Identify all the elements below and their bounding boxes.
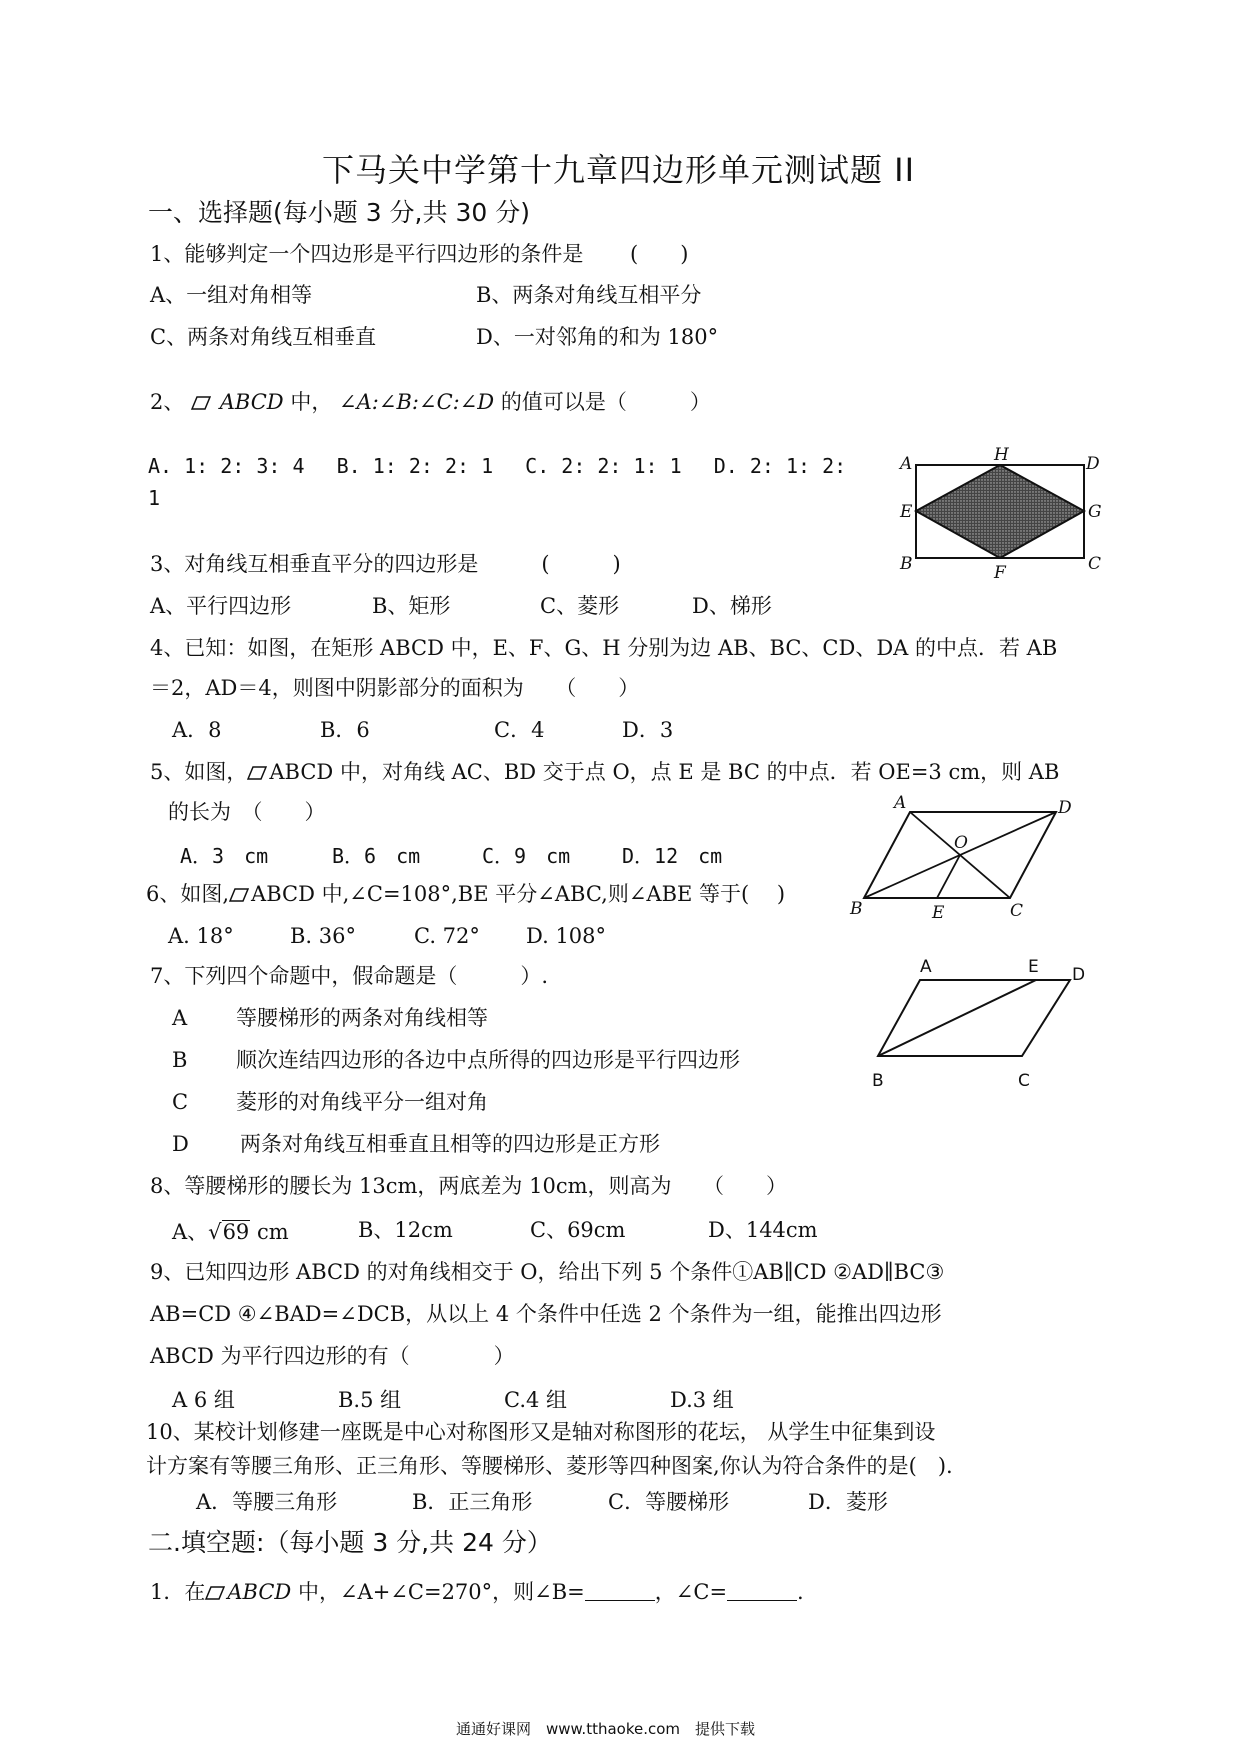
- question-4-option-a: A．8: [172, 718, 222, 742]
- question-4-option-d: D．3: [622, 718, 674, 742]
- question-6: [146, 884, 785, 905]
- question-3-option-d: D、梯形: [692, 594, 772, 618]
- question-6-option-d: D. 108°: [526, 924, 607, 948]
- figure-parallelogram-diagonals: [848, 793, 1088, 924]
- question-9-line-3: ABCD 为平行四边形的有（ ）: [150, 1344, 515, 1368]
- question-5-option-d: D．12 cm: [622, 844, 723, 868]
- question-5-line-2: 的长为 （ ）: [168, 800, 326, 824]
- question-6-option-c: C. 72°: [414, 924, 480, 948]
- question-2-text: 中，: [290, 390, 333, 414]
- parallelogram-symbol-icon: [229, 888, 249, 902]
- parallelogram-symbol-icon: [247, 766, 267, 780]
- question-7-option-d-letter: D: [172, 1132, 189, 1156]
- label-h: H: [994, 445, 1009, 465]
- label-c: C: [1088, 554, 1102, 574]
- question-9-option-a: A 6 组: [172, 1388, 235, 1412]
- parallelogram-symbol-icon: [205, 1586, 225, 1600]
- fill-question-1: [150, 1582, 804, 1603]
- question-7-option-b: 顺次连结四边形的各边中点所得的四边形是平行四边形: [236, 1048, 740, 1072]
- question-5-text: 5、如图，: [150, 760, 248, 784]
- label-a: A: [900, 454, 913, 474]
- section-heading-choice: 一、选择题(每小题 3 分,共 30 分): [148, 198, 530, 227]
- shaded-rhombus: [916, 465, 1084, 558]
- question-6-option-b: B. 36°: [290, 924, 357, 948]
- question-7-option-b-letter: B: [172, 1048, 188, 1072]
- question-10-option-b: B．正三角形: [412, 1490, 533, 1514]
- question-10-option-d: D．菱形: [808, 1490, 888, 1514]
- sqrt-radicand: 69: [222, 1220, 250, 1244]
- label-d: D: [1072, 965, 1086, 985]
- label-e: E: [932, 903, 945, 923]
- fill-question-1-text-mid2: ，∠C=: [654, 1580, 728, 1604]
- question-8-option-d: D、144cm: [708, 1218, 818, 1242]
- question-2-number: 2、: [150, 390, 185, 414]
- question-4-option-c: C．4: [494, 718, 545, 742]
- label-g: G: [1088, 502, 1102, 522]
- label-d: D: [1086, 454, 1100, 474]
- question-7-option-c-letter: C: [172, 1090, 189, 1114]
- label-b: B: [900, 554, 913, 574]
- question-9-line-2: AB=CD ④∠BAD=∠DCB，从以上 4 个条件中任选 2 个条件为一组，能推出四边形: [150, 1302, 942, 1326]
- question-5-option-c: C．9 cm: [482, 844, 571, 868]
- fill-question-1-end: .: [797, 1580, 804, 1604]
- parallelogram-abcd: [878, 980, 1070, 1056]
- question-7-stem: 7、下列四个命题中，假命题是（ ）.: [150, 964, 549, 988]
- question-9-option-d: D.3 组: [670, 1388, 734, 1412]
- unit: cm: [250, 1220, 289, 1244]
- label-e: E: [1028, 957, 1039, 977]
- answer-blank-b: [585, 1600, 655, 1601]
- question-7-option-a-letter: A: [172, 1006, 188, 1030]
- question-3-option-a: A、平行四边形: [150, 594, 292, 618]
- fill-question-1-text: 1．在: [150, 1580, 206, 1604]
- question-3-option-b: B、矩形: [372, 594, 451, 618]
- question-9-line-1: 9、已知四边形 ABCD 的对角线相交于 O，给出下列 5 个条件①AB∥CD ②AD∥BC③: [150, 1260, 945, 1284]
- label-c: C: [1018, 1071, 1030, 1091]
- parallelogram-symbol-icon: [191, 396, 211, 410]
- figure-rectangle-rhombus: [900, 445, 1110, 592]
- question-8-option-b: B、12cm: [358, 1218, 453, 1242]
- question-10-option-a: A．等腰三角形: [196, 1490, 338, 1514]
- label-c: C: [1010, 901, 1024, 921]
- question-1-option-b: B、两条对角线互相平分: [476, 283, 702, 307]
- question-6-text-rest: ABCD 中,∠C=108°,BE 平分∠ABC,则∠ABE 等于( ): [251, 882, 786, 906]
- label-b: B: [850, 899, 863, 919]
- segment-be: [878, 980, 1036, 1056]
- option-letter: A、: [172, 1220, 209, 1244]
- label-a: A: [894, 793, 907, 813]
- question-9-option-c: C.4 组: [504, 1388, 568, 1412]
- question-2-text-end: 的值可以是（ ）: [500, 390, 711, 414]
- answer-paren: ( ): [630, 242, 689, 266]
- question-8-option-c: C、69cm: [530, 1218, 626, 1242]
- question-4-line-2: ＝2，AD＝4，则图中阴影部分的面积为 （ ）: [150, 676, 640, 700]
- question-1-stem: 1、能够判定一个四边形是平行四边形的条件是: [150, 242, 584, 266]
- question-2: [150, 392, 711, 413]
- question-10-line-1: 10、某校计划修建一座既是中心对称图形又是轴对称图形的花坛， 从学生中征集到设: [146, 1420, 936, 1444]
- question-2-options: A. 1: 2: 3: 4 B. 1: 2: 2: 1 C. 2: 2: 1: 1 D. 2: 1: 2:: [148, 454, 847, 478]
- question-2-options-wrap: 1: [148, 486, 161, 510]
- question-4-line-1: 4、已知：如图，在矩形 ABCD 中，E、F、G、H 分别为边 AB、BC、CD、DA 的中点．若 AB: [150, 636, 1058, 660]
- fill-question-1-text-mid: 中，∠A+∠C=270°，则∠B=: [291, 1580, 585, 1604]
- question-6-option-a: A. 18°: [168, 924, 234, 948]
- answer-blank-c: [727, 1600, 797, 1601]
- question-10-option-c: C．等腰梯形: [608, 1490, 730, 1514]
- figure-parallelogram-be: [864, 950, 1104, 1098]
- segment-oe: [937, 855, 960, 898]
- label-a: A: [920, 957, 932, 977]
- question-1-option-c: C、两条对角线互相垂直: [150, 325, 377, 349]
- page-title: 下马关中学第十九章四边形单元测试题 II: [322, 151, 916, 189]
- question-8-stem: 8、等腰梯形的腰长为 13cm，两底差为 10cm，则高为 （ ）: [150, 1174, 788, 1198]
- footer-source: 通通好课网 www.tthaoke.com 提供下载: [456, 1720, 756, 1738]
- question-3-option-c: C、菱形: [540, 594, 620, 618]
- question-7-option-a: 等腰梯形的两条对角线相等: [236, 1006, 488, 1030]
- question-4-option-b: B．6: [320, 718, 370, 742]
- question-5-option-b: B．6 cm: [332, 844, 421, 868]
- question-3: 3、对角线互相垂直平分的四边形是 ( ): [150, 552, 621, 576]
- label-f: F: [994, 563, 1006, 583]
- question-1: [150, 244, 688, 265]
- label-o: O: [954, 833, 968, 853]
- question-9-option-b: B.5 组: [338, 1388, 402, 1412]
- shape-name: ABCD: [227, 1580, 292, 1604]
- angle-ratio: ∠A:∠B:∠C:∠D: [339, 390, 495, 414]
- question-7-option-c: 菱形的对角线平分一组对角: [236, 1090, 488, 1114]
- question-5-text-rest: ABCD 中，对角线 AC、BD 交于点 O，点 E 是 BC 的中点．若 OE=3 cm，则 AB: [269, 760, 1060, 784]
- question-6-text: 6、如图,: [146, 882, 230, 906]
- label-d: D: [1058, 798, 1072, 818]
- question-5-line-1: [150, 762, 1059, 783]
- question-1-option-d: D、一对邻角的和为 180°: [476, 325, 719, 349]
- section-heading-fill: 二.填空题:（每小题 3 分,共 24 分）: [148, 1528, 552, 1557]
- label-b: B: [872, 1071, 884, 1091]
- question-10-line-2: 计方案有等腰三角形、正三角形、等腰梯形、菱形等四种图案,你认为符合条件的是( ).: [146, 1454, 953, 1478]
- question-1-option-a: A、一组对角相等: [150, 283, 313, 307]
- label-e: E: [900, 502, 913, 522]
- question-8-option-a: A、√69 cm: [172, 1220, 289, 1244]
- shape-name: ABCD: [219, 390, 284, 414]
- question-7-option-d: 两条对角线互相垂直且相等的四边形是正方形: [240, 1132, 660, 1156]
- question-5-option-a: A．3 cm: [180, 844, 269, 868]
